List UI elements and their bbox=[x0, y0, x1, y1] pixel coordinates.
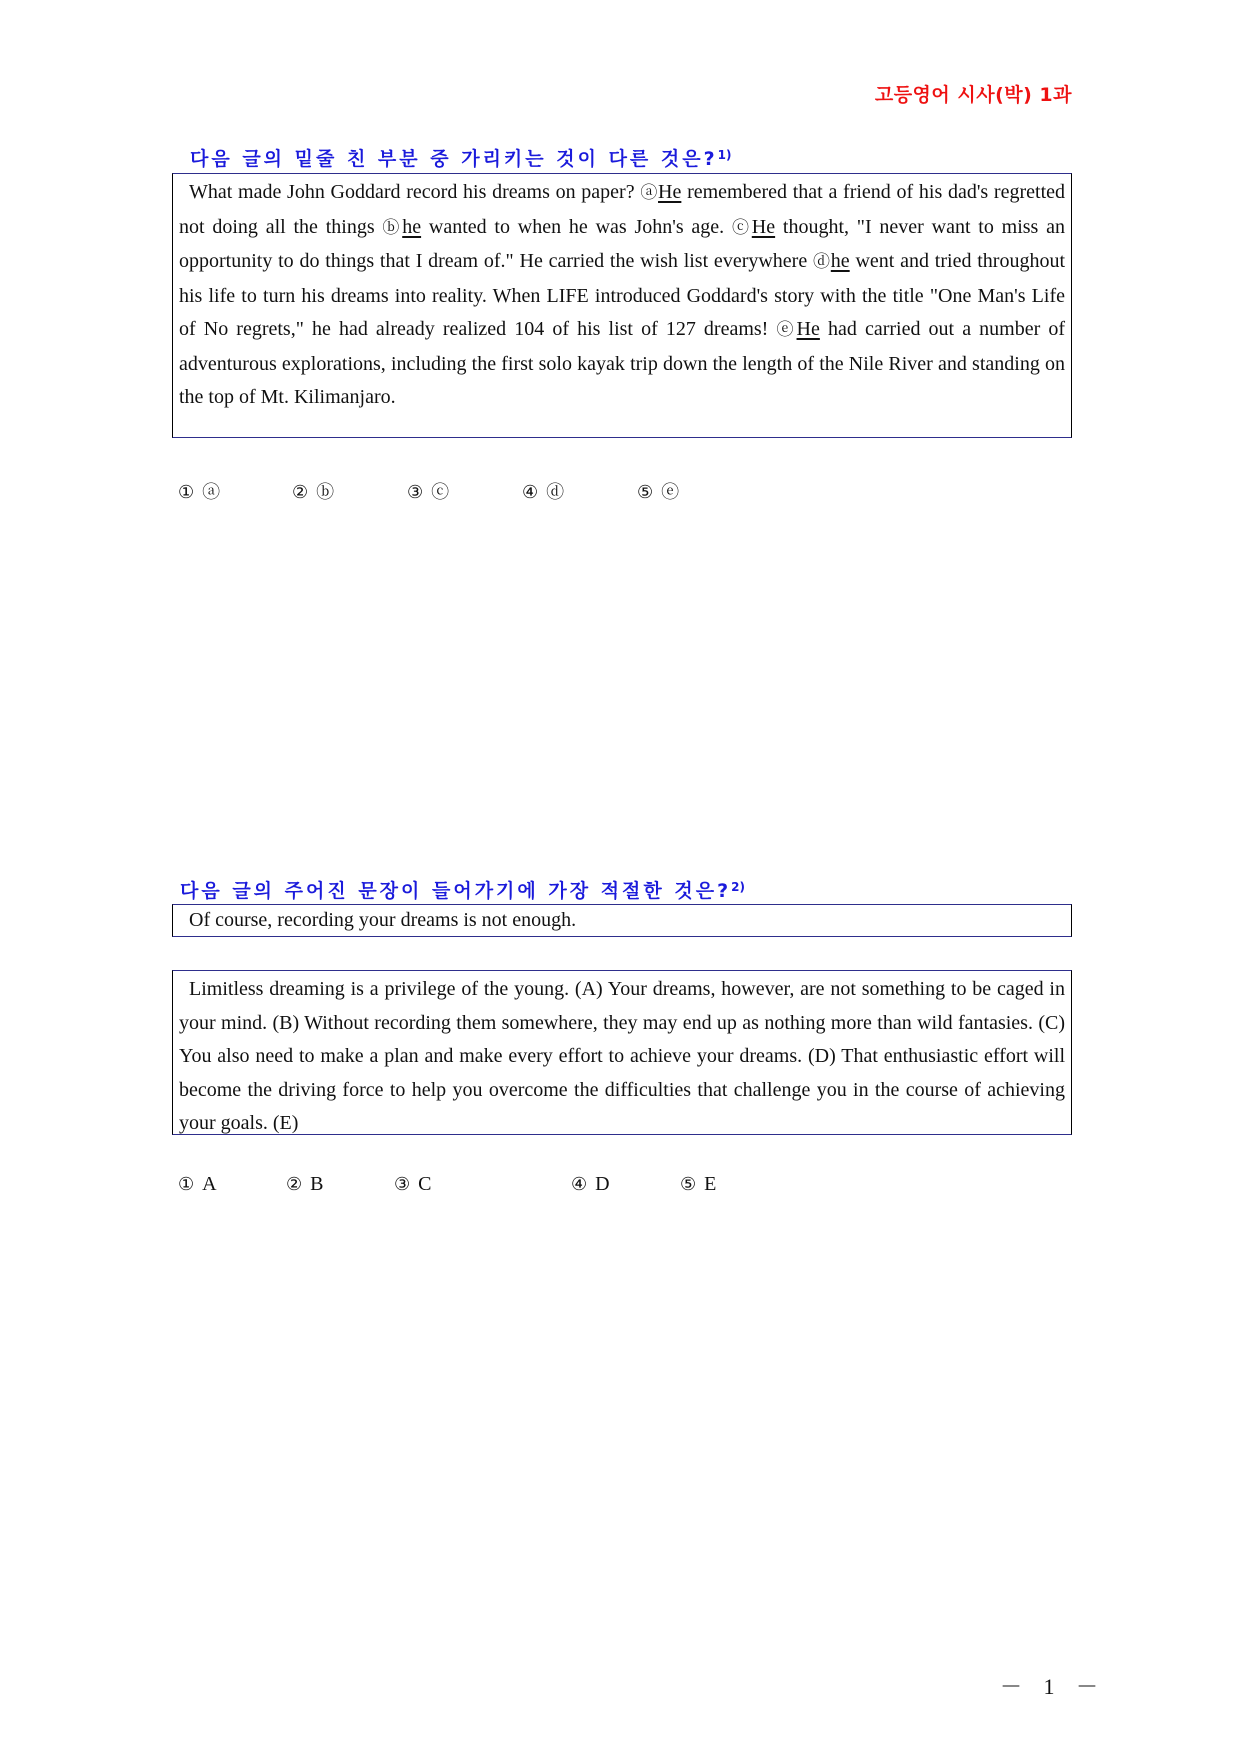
given-sentence: Of course, recording your dreams is not enough. bbox=[189, 909, 577, 931]
choice-value: D bbox=[595, 1173, 610, 1195]
underlined-pronoun-e: He bbox=[796, 318, 820, 340]
choice-4[interactable] bbox=[522, 478, 564, 504]
choice-number: ③ bbox=[407, 482, 424, 503]
choice-1[interactable] bbox=[178, 1173, 217, 1196]
choice-value: C bbox=[418, 1173, 432, 1195]
choice-value: ⓓ bbox=[546, 482, 565, 503]
choice-value: ⓑ bbox=[316, 482, 335, 503]
question-2-prompt bbox=[180, 876, 745, 903]
page-number: － 1 － bbox=[1000, 1674, 1107, 1699]
choice-number: ② bbox=[286, 1174, 303, 1195]
underlined-pronoun-a: He bbox=[658, 181, 682, 203]
question-1-prompt bbox=[190, 144, 731, 171]
marker-a: ⓐ bbox=[640, 183, 659, 203]
document-header-title: 고등영어 시사(박) 1과 bbox=[874, 84, 1072, 106]
choice-value: B bbox=[310, 1173, 324, 1195]
underlined-pronoun-b: he bbox=[402, 215, 422, 238]
choice-number: ② bbox=[292, 482, 309, 503]
marker-e: ⓔ bbox=[776, 320, 797, 340]
choice-3[interactable] bbox=[407, 478, 449, 504]
question-2-prompt-text: 다음 글의 주어진 문장이 들어가기에 가장 적절한 것은? bbox=[180, 880, 732, 902]
question-1-footnote: 1) bbox=[717, 148, 732, 162]
question-2-passage-box bbox=[172, 970, 1072, 1135]
choice-number: ① bbox=[178, 482, 195, 503]
passage-text: thought, "I never want to miss an opportunity to do things that I dream of." He carried the wish list everywhere bbox=[179, 215, 1066, 272]
choice-1[interactable] bbox=[178, 478, 220, 504]
choice-number: ③ bbox=[394, 1174, 411, 1195]
choice-number: ⑤ bbox=[680, 1174, 697, 1195]
marker-d: ⓓ bbox=[813, 252, 831, 272]
passage-text: had carried out a number of adventurous explorations, including the first solo kayak trip down the length of the Nile River and standing on the top of Mt. Kilimanjaro. bbox=[179, 318, 1066, 408]
marker-b: ⓑ bbox=[382, 217, 403, 238]
question-1-passage-box bbox=[172, 173, 1072, 438]
question-1-prompt-text: 다음 글의 밑줄 친 부분 중 가리키는 것이 다른 것은? bbox=[190, 148, 718, 170]
choice-number: ④ bbox=[571, 1174, 588, 1195]
choice-4[interactable] bbox=[571, 1173, 610, 1196]
choice-5[interactable] bbox=[637, 478, 679, 504]
choice-value: A bbox=[202, 1173, 217, 1195]
choice-number: ④ bbox=[522, 482, 539, 503]
question-2-footnote: 2) bbox=[731, 880, 745, 894]
passage-text: went and tried throughout his life to turn his dreams into reality. When LIFE introduced Goddard's story with the title "One Man's Life of No regrets," he had already realized 104 of his list of 127 dreams! bbox=[179, 250, 1066, 340]
choice-number: ① bbox=[178, 1174, 195, 1195]
underlined-pronoun-c: He bbox=[751, 215, 776, 238]
question-2-passage: Limitless dreaming is a privilege of the young. (A) Your dreams, however, are not something to be caged in your mind. (B) Without recording them somewhere, they may end up as nothing more than wild fantasies. (C) You also need to make a plan and make every effort to achieve your dreams. (D) That enthusiastic effort will become the driving force to help you overcome the difficulties that challenge you in the course of achieving your goals. (E) bbox=[179, 978, 1065, 1134]
passage-text: wanted to when he was John's age. bbox=[421, 215, 732, 238]
choice-value: ⓒ bbox=[431, 482, 450, 503]
passage-text: What made John Goddard record his dreams on paper? bbox=[189, 181, 641, 203]
choice-5[interactable] bbox=[680, 1173, 716, 1196]
choice-value: E bbox=[704, 1173, 717, 1195]
marker-c: ⓒ bbox=[731, 217, 752, 238]
choice-value: ⓐ bbox=[202, 482, 221, 503]
choice-2[interactable] bbox=[292, 478, 334, 504]
choice-3[interactable] bbox=[394, 1173, 431, 1196]
choice-2[interactable] bbox=[286, 1173, 323, 1196]
choice-value: ⓔ bbox=[661, 482, 680, 503]
question-1-passage bbox=[179, 176, 1065, 415]
choice-number: ⑤ bbox=[637, 482, 654, 503]
passage-text: remembered that a friend of his dad's regretted not doing all the things bbox=[179, 181, 1065, 238]
underlined-pronoun-d: he bbox=[830, 250, 850, 272]
given-sentence-box bbox=[172, 904, 1072, 937]
